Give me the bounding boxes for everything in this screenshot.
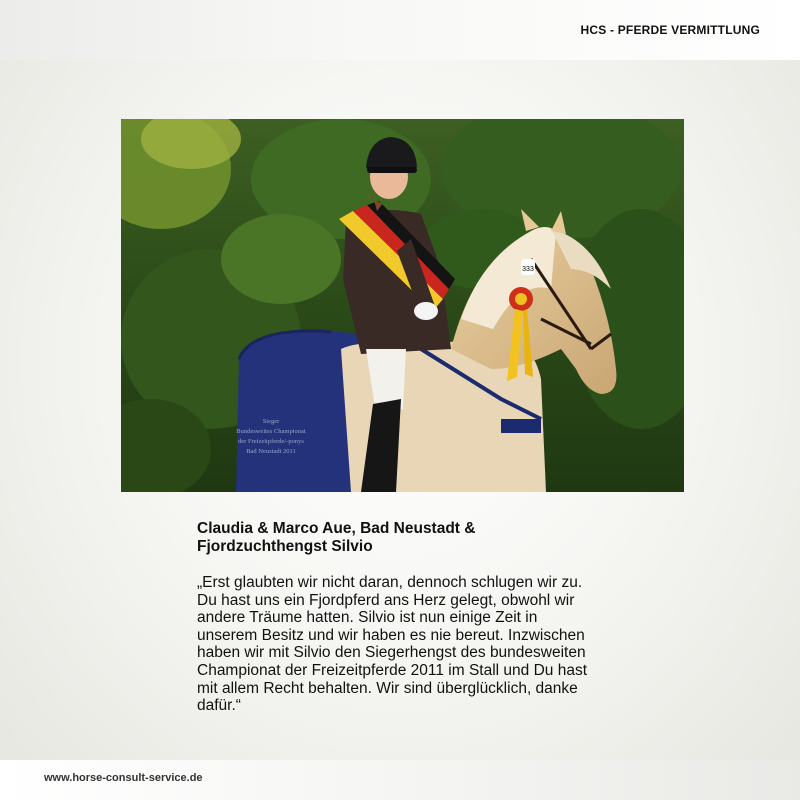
blanket-text-3: der Freizeitpferde/-ponys <box>238 438 304 445</box>
testimonial-quote <box>197 574 637 715</box>
footer-band <box>0 760 800 800</box>
testimonial-heading <box>197 520 637 556</box>
quote-line: Championat der Freizeitpferde 2011 im Stall und Du hast <box>197 661 588 679</box>
brand-title: HCS - PFERDE VERMITTLUNG <box>580 23 760 37</box>
quote-line: dafür.“ <box>197 697 241 715</box>
heading-line: Claudia & Marco Aue, Bad Neustadt & <box>197 520 476 537</box>
blanket-text-1: Sieger <box>262 418 280 425</box>
footer-url[interactable]: www.horse-consult-service.de <box>44 772 203 784</box>
header-band <box>0 0 800 60</box>
heading-line: Fjordzuchthengst Silvio <box>197 538 373 555</box>
quote-line: „Erst glaubten wir nicht daran, dennoch schlugen wir zu. <box>197 574 583 591</box>
quote-line: haben wir mit Silvio den Siegerhengst des bundesweiten <box>197 644 586 662</box>
quote-line: Du hast uns ein Fjordpferd ans Herz gelegt, obwohl wir <box>197 591 575 609</box>
quote-line: unserem Besitz und wir haben es nie bereut. Inzwischen <box>197 626 585 644</box>
quote-line: mit allem Recht behalten. Wir sind überglücklich, danke <box>197 679 578 697</box>
blanket-text-2: Bundesweites Championat <box>236 428 306 435</box>
blanket-text-4: Bad Neustadt 2011 <box>246 448 296 455</box>
quote-line: andere Träume hatten. Silvio ist nun einige Zeit in <box>197 609 538 627</box>
photo-rider-on-fjord-horse <box>121 119 684 492</box>
bib-number: 333 <box>522 266 534 273</box>
